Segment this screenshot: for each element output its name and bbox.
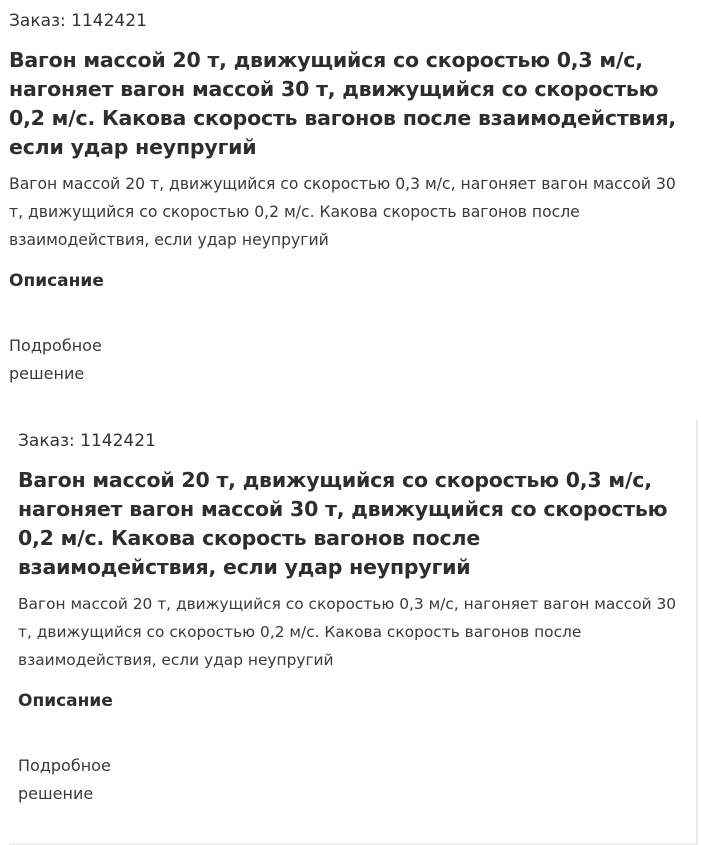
order-block xyxy=(9,420,698,845)
description-label: Описание xyxy=(9,271,104,291)
solution-link[interactable]: Подробное решение xyxy=(9,336,102,383)
problem-title: Вагон массой 20 т, движущийся со скоростью 0,3 м/с, нагоняет вагон массой 30 т, движущийся со скоростью 0,2 м/с. Какова скорость вагонов после взаимодействия, если удар неупругий xyxy=(18,468,668,579)
problem-text: Вагон массой 20 т, движущийся со скоростью 0,3 м/с, нагоняет вагон массой 30 т, движущийся со скоростью 0,2 м/с. Какова скорость вагонов после взаимодействия, если удар неупругий xyxy=(9,175,676,249)
solution-link[interactable]: Подробное решение xyxy=(18,756,111,803)
order-number: Заказ: 1142421 xyxy=(18,431,156,451)
order-number: Заказ: 1142421 xyxy=(9,11,147,31)
problem-text: Вагон массой 20 т, движущийся со скоростью 0,3 м/с, нагоняет вагон массой 30 т, движущийся со скоростью 0,2 м/с. Какова скорость вагонов после взаимодействия, если удар неупругий xyxy=(18,595,677,669)
order-block xyxy=(0,0,701,388)
description-label: Описание xyxy=(18,691,113,711)
problem-title: Вагон массой 20 т, движущийся со скоростью 0,3 м/с, нагоняет вагон массой 30 т, движущийся со скоростью 0,2 м/с. Какова скорость вагонов после взаимодействия, если удар неупругий xyxy=(9,48,677,159)
